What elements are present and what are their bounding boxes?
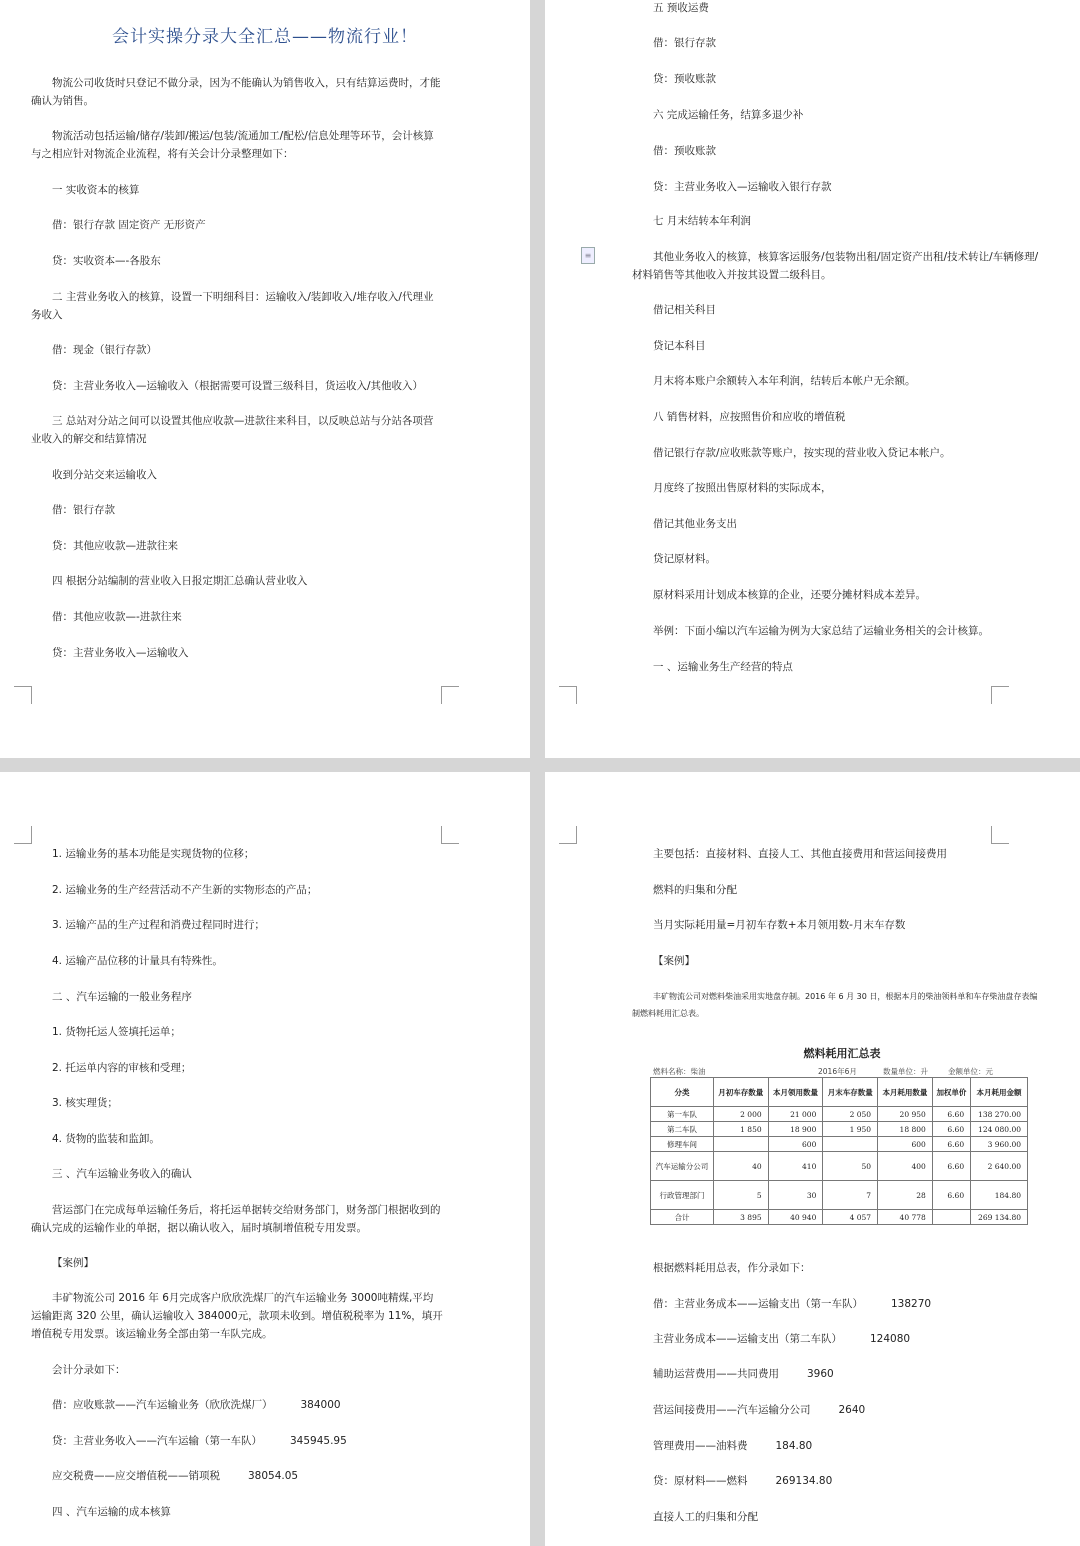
text-line xyxy=(31,252,443,270)
table-date: 2016年6月 xyxy=(818,1067,857,1076)
line-text: 收到分站交来运输收入 xyxy=(52,469,157,481)
text-line xyxy=(31,644,443,662)
page-corner-mark xyxy=(559,826,577,844)
table-cell: 3 960.00 xyxy=(971,1137,1028,1152)
amount: 269134.80 xyxy=(775,1475,833,1487)
text-line xyxy=(632,408,1044,426)
line-text: 借：预收账款 xyxy=(653,145,716,157)
line-text: 借：应收账款——汽车运输业务（欣欣洗煤厂） xyxy=(52,1399,273,1411)
line-text: 贷：主营业务收入—运输收入（根据需要可设置三级科目，货运收入/其他收入） xyxy=(52,380,424,392)
text-line xyxy=(31,127,443,163)
document-page-3 xyxy=(0,772,530,1546)
line-text: 4. 运输产品位移的计量具有特殊性。 xyxy=(52,955,223,967)
amount: 138270 xyxy=(891,1298,932,1310)
line-text: 三 、汽车运输业务收入的确认 xyxy=(52,1168,192,1180)
text-line xyxy=(632,1401,1044,1419)
page-corner-mark xyxy=(441,686,459,704)
table-header: 分类 xyxy=(651,1078,714,1107)
line-text: 1. 运输业务的基本功能是实现货物的位移； xyxy=(52,848,255,860)
text-line xyxy=(632,142,1044,160)
table-row xyxy=(651,1137,1028,1152)
table-row xyxy=(651,1122,1028,1137)
document-page-1 xyxy=(0,0,530,758)
line-text: 【案例】 xyxy=(653,955,695,967)
line-text: 燃料的归集和分配 xyxy=(653,884,737,896)
page-corner-mark xyxy=(14,826,32,844)
text-line xyxy=(632,1259,1044,1277)
line-text: 贷记原材料。 xyxy=(653,553,716,565)
text-line xyxy=(632,1295,1044,1313)
table-cell: 21 000 xyxy=(768,1107,823,1122)
line-text: 借：其他应收款—-进款往来 xyxy=(52,611,182,623)
line-text: 贷：预收账款 xyxy=(653,73,716,85)
line-text: 贷：原材料——燃料 xyxy=(653,1475,748,1487)
table-cell: 2 640.00 xyxy=(971,1152,1028,1181)
table-header: 本月领用数量 xyxy=(768,1078,823,1107)
text-line xyxy=(31,1254,443,1272)
text-line xyxy=(31,377,443,395)
line-text: 3. 核实理货； xyxy=(52,1097,118,1109)
line-text: 借记相关科目 xyxy=(653,304,716,316)
line-text: 借：银行存款 xyxy=(653,37,716,49)
line-text: 借：现金（银行存款） xyxy=(52,344,157,356)
line-text: 五 预收运费 xyxy=(653,2,709,14)
text-line xyxy=(632,106,1044,124)
table-header: 月末车存数量 xyxy=(823,1078,878,1107)
line-text: 会计分录如下： xyxy=(52,1364,126,1376)
text-line xyxy=(31,1361,443,1379)
line-text: 贷：主营业务收入——汽车运输（第一车队） xyxy=(52,1435,262,1447)
table-cell xyxy=(713,1137,768,1152)
table-cell: 184.80 xyxy=(971,1181,1028,1210)
table-cell: 第一车队 xyxy=(651,1107,714,1122)
text-line xyxy=(31,501,443,519)
text-line xyxy=(31,1165,443,1183)
amount: 124080 xyxy=(870,1333,911,1345)
page-corner-mark xyxy=(14,686,32,704)
table-cell xyxy=(932,1210,970,1225)
text-line xyxy=(31,1059,443,1077)
line-text: 八 销售材料，应按照售价和应收的增值税 xyxy=(653,411,846,423)
line-text: 贷：其他应收款—进款往来 xyxy=(52,540,178,552)
line-text: 二 、汽车运输的一般业务程序 xyxy=(52,991,192,1003)
text-line xyxy=(31,341,443,359)
table-cell: 6.60 xyxy=(932,1137,970,1152)
text-line xyxy=(31,608,443,626)
text-line xyxy=(31,1396,443,1414)
table-cell: 汽车运输分公司 xyxy=(651,1152,714,1181)
text-line xyxy=(632,550,1044,568)
line-text: 三 总站对分站之间可以设置其他应收款—进款往来科目，以反映总站与分站各项营业收入的解交和结算情况 xyxy=(31,415,434,445)
text-line xyxy=(31,1467,443,1485)
text-line xyxy=(632,916,1044,934)
table-cell: 20 950 xyxy=(878,1107,933,1122)
text-line xyxy=(31,181,443,199)
text-line xyxy=(31,288,443,324)
line-text: 借记其他业务支出 xyxy=(653,518,737,530)
line-text: 营运部门在完成每单运输任务后，将托运单据转交给财务部门，财务部门根据收到的确认完成的运输作业的单据，据以确认收入，届时填制增值税专用发票。 xyxy=(31,1204,441,1234)
text-line xyxy=(31,466,443,484)
table-cell: 4 057 xyxy=(823,1210,878,1225)
text-line xyxy=(632,1472,1044,1490)
line-text: 主要包括：直接材料、直接人工、其他直接费用和营运间接费用 xyxy=(653,848,947,860)
text-line xyxy=(632,1508,1044,1526)
text-line xyxy=(632,586,1044,604)
table-cell: 600 xyxy=(768,1137,823,1152)
line-text: 当月实际耗用量=月初车存数+本月领用数-月末车存数 xyxy=(653,919,906,931)
document-title: 会计实操分录大全汇总——物流行业！ xyxy=(112,27,418,47)
line-text: 【案例】 xyxy=(52,1257,94,1269)
text-line xyxy=(632,1437,1044,1455)
line-text: 贷：实收资本—-各股东 xyxy=(52,255,161,267)
table-row xyxy=(651,1152,1028,1181)
table-cell: 40 xyxy=(713,1152,768,1181)
amount: 38054.05 xyxy=(248,1470,299,1482)
line-text: 物流活动包括运输/储存/装卸/搬运/包装/流通加工/配松/信息处理等环节，会计核算与之相应针对物流企业流程，将有关会计分录整理如下： xyxy=(31,130,434,160)
table-cell: 2 000 xyxy=(713,1107,768,1122)
line-text: 4. 货物的监装和监卸。 xyxy=(52,1133,160,1145)
table-cell: 5 xyxy=(713,1181,768,1210)
line-text: 借记银行存款/应收账款等账户，按实现的营业收入贷记本帐户。 xyxy=(653,447,951,459)
line-text: 月度终了按照出售原材料的实际成本， xyxy=(653,482,832,494)
line-text: 月末将本账户余额转入本年利润，结转后本帐户无余额。 xyxy=(653,375,916,387)
fuel-consumption-table xyxy=(650,1077,1028,1225)
table-cell: 410 xyxy=(768,1152,823,1181)
text-line xyxy=(632,337,1044,355)
amount: 345945.95 xyxy=(290,1435,347,1447)
amount: 184.80 xyxy=(775,1440,813,1452)
amount: 3960 xyxy=(807,1368,834,1380)
table-cell: 1 850 xyxy=(713,1122,768,1137)
text-line xyxy=(632,444,1044,462)
document-page-4 xyxy=(545,772,1080,1546)
table-cell: 6.60 xyxy=(932,1181,970,1210)
text-line xyxy=(31,216,443,234)
amount: 384000 xyxy=(300,1399,341,1411)
table-cell: 30 xyxy=(768,1181,823,1210)
line-text: 2. 托运单内容的审核和受理； xyxy=(52,1062,192,1074)
document-page-2 xyxy=(545,0,1080,758)
text-line xyxy=(632,178,1044,196)
text-line xyxy=(632,1330,1044,1348)
text-line xyxy=(31,988,443,1006)
line-text: 贷：主营业务收入—运输收入银行存款 xyxy=(653,181,832,193)
line-text: 应交税费——应交增值税——销项税 xyxy=(52,1470,220,1482)
table-cell: 18 900 xyxy=(768,1122,823,1137)
table-header: 加权单价 xyxy=(932,1078,970,1107)
text-line xyxy=(632,301,1044,319)
text-line xyxy=(31,1503,443,1521)
text-line xyxy=(31,916,443,934)
line-text: 管理费用——油料费 xyxy=(653,1440,748,1452)
text-line xyxy=(632,34,1044,52)
text-line xyxy=(632,881,1044,899)
line-text: 丰矿物流公司 2016 年 6月完成客户欣欣洗煤厂的汽车运输业务 3000吨精煤,平均运输距离 320 公里，确认运输收入 384000元，款项未收到。增值税税率为 11%，填开增值税专用发票。该运输业务全部由第一车队完成。 xyxy=(31,1292,443,1340)
line-text: 四 、汽车运输的成本核算 xyxy=(52,1506,171,1518)
line-text: 贷记本科目 xyxy=(653,340,706,352)
text-line xyxy=(632,658,1044,676)
line-text: 借：银行存款 固定资产 无形资产 xyxy=(52,219,206,231)
page-corner-mark xyxy=(559,686,577,704)
text-line xyxy=(31,537,443,555)
text-line xyxy=(632,845,1044,863)
text-line xyxy=(632,515,1044,533)
table-row xyxy=(651,1107,1028,1122)
line-text: 物流公司收货时只登记不做分录，因为不能确认为销售收入，只有结算运费时，才能确认为销售。 xyxy=(31,77,441,107)
table-cell: 第二车队 xyxy=(651,1122,714,1137)
table-cell: 138 270.00 xyxy=(971,1107,1028,1122)
line-text: 2. 运输业务的生产经营活动不产生新的实物形态的产品； xyxy=(52,884,318,896)
text-line xyxy=(31,1432,443,1450)
text-line xyxy=(632,988,1044,1022)
line-text: 六 完成运输任务，结算多退少补 xyxy=(653,109,804,121)
page-corner-mark xyxy=(991,686,1009,704)
text-line xyxy=(31,412,443,448)
table-cell: 6.60 xyxy=(932,1122,970,1137)
text-line xyxy=(31,1289,443,1343)
text-line xyxy=(31,881,443,899)
table-cell: 28 xyxy=(878,1181,933,1210)
line-text: 根据燃料耗用总表，作分录如下： xyxy=(653,1262,811,1274)
line-text: 四 根据分站编制的营业收入日报定期汇总确认营业收入 xyxy=(52,575,308,587)
table-cell: 行政管理部门 xyxy=(651,1181,714,1210)
text-line xyxy=(31,1094,443,1112)
line-text: 直接人工的归集和分配 xyxy=(653,1511,758,1523)
line-text: 举例：下面小编以汽车运输为例为大家总结了运输业务相关的会计核算。 xyxy=(653,625,989,637)
line-text: 借：银行存款 xyxy=(52,504,115,516)
table-cell: 1 950 xyxy=(823,1122,878,1137)
line-text: 一 实收资本的核算 xyxy=(52,184,140,196)
table-cell: 40 778 xyxy=(878,1210,933,1225)
text-line xyxy=(632,0,1044,17)
table-cell: 400 xyxy=(878,1152,933,1181)
table-cell: 6.60 xyxy=(932,1107,970,1122)
page-corner-mark xyxy=(991,826,1009,844)
document-icon[interactable]: ≡ xyxy=(581,247,595,264)
fuel-name: 燃料名称：柴油 xyxy=(653,1067,706,1076)
table-cell: 3 895 xyxy=(713,1210,768,1225)
table-header: 本月耗用金额 xyxy=(971,1078,1028,1107)
amount: 2640 xyxy=(838,1404,866,1416)
text-line xyxy=(31,1023,443,1041)
text-line xyxy=(31,1201,443,1237)
line-text: 七 月末结转本年利润 xyxy=(653,215,751,227)
line-text: 借：主营业务成本——运输支出（第一车队） xyxy=(653,1298,863,1310)
text-line xyxy=(632,70,1044,88)
table-cell: 600 xyxy=(878,1137,933,1152)
table-header: 本月耗用数量 xyxy=(878,1078,933,1107)
table-header: 月初车存数量 xyxy=(713,1078,768,1107)
table-title: 燃料耗用汇总表 xyxy=(803,1047,881,1060)
text-line xyxy=(31,74,443,110)
line-text: 丰矿物流公司对燃料柴油采用实地盘存制。2016 年 6 月 30 日，根据本月的柴油领料单和车存柴油盘存表编制燃料耗用汇总表。 xyxy=(632,992,1038,1018)
page-corner-mark xyxy=(441,826,459,844)
text-line xyxy=(31,845,443,863)
text-line xyxy=(632,479,1044,497)
table-cell: 6.60 xyxy=(932,1152,970,1181)
table-cell: 合计 xyxy=(651,1210,714,1225)
text-line xyxy=(632,248,1044,284)
text-line xyxy=(632,622,1044,640)
text-line xyxy=(31,572,443,590)
table-cell xyxy=(823,1137,878,1152)
table-row xyxy=(651,1181,1028,1210)
line-text: 主营业务成本——运输支出（第二车队） xyxy=(653,1333,842,1345)
line-text: 其他业务收入的核算，核算客运服务/包装物出租/固定资产出租/技术转让/车辆修理/材料销售等其他收入并按其设置二级科目。 xyxy=(632,251,1039,281)
text-line xyxy=(31,952,443,970)
text-line xyxy=(31,1130,443,1148)
table-cell: 40 940 xyxy=(768,1210,823,1225)
table-cell: 18 800 xyxy=(878,1122,933,1137)
quantity-unit: 数量单位：升 xyxy=(883,1067,928,1076)
text-line xyxy=(632,212,1044,230)
text-line xyxy=(632,952,1044,970)
line-text: 3. 运输产品的生产过程和消费过程同时进行； xyxy=(52,919,265,931)
line-text: 原材料采用计划成本核算的企业，还要分摊材料成本差异。 xyxy=(653,589,926,601)
line-text: 1. 货物托运人签填托运单； xyxy=(52,1026,181,1038)
line-text: 营运间接费用——汽车运输分公司 xyxy=(653,1404,811,1416)
table-cell: 50 xyxy=(823,1152,878,1181)
table-row xyxy=(651,1210,1028,1225)
table-cell: 7 xyxy=(823,1181,878,1210)
text-line xyxy=(632,1365,1044,1383)
line-text: 二 主营业务收入的核算，设置一下明细科目：运输收入/装卸收入/堆存收入/代理业务收入 xyxy=(31,291,434,321)
table-cell: 124 080.00 xyxy=(971,1122,1028,1137)
line-text: 辅助运营费用——共同费用 xyxy=(653,1368,779,1380)
table-cell: 修理车间 xyxy=(651,1137,714,1152)
text-line xyxy=(632,372,1044,390)
amount-unit: 金额单位：元 xyxy=(948,1067,993,1076)
table-cell: 2 050 xyxy=(823,1107,878,1122)
line-text: 贷：主营业务收入—运输收入 xyxy=(52,647,189,659)
table-cell: 269 134.80 xyxy=(971,1210,1028,1225)
line-text: 一 、运输业务生产经营的特点 xyxy=(653,661,793,673)
